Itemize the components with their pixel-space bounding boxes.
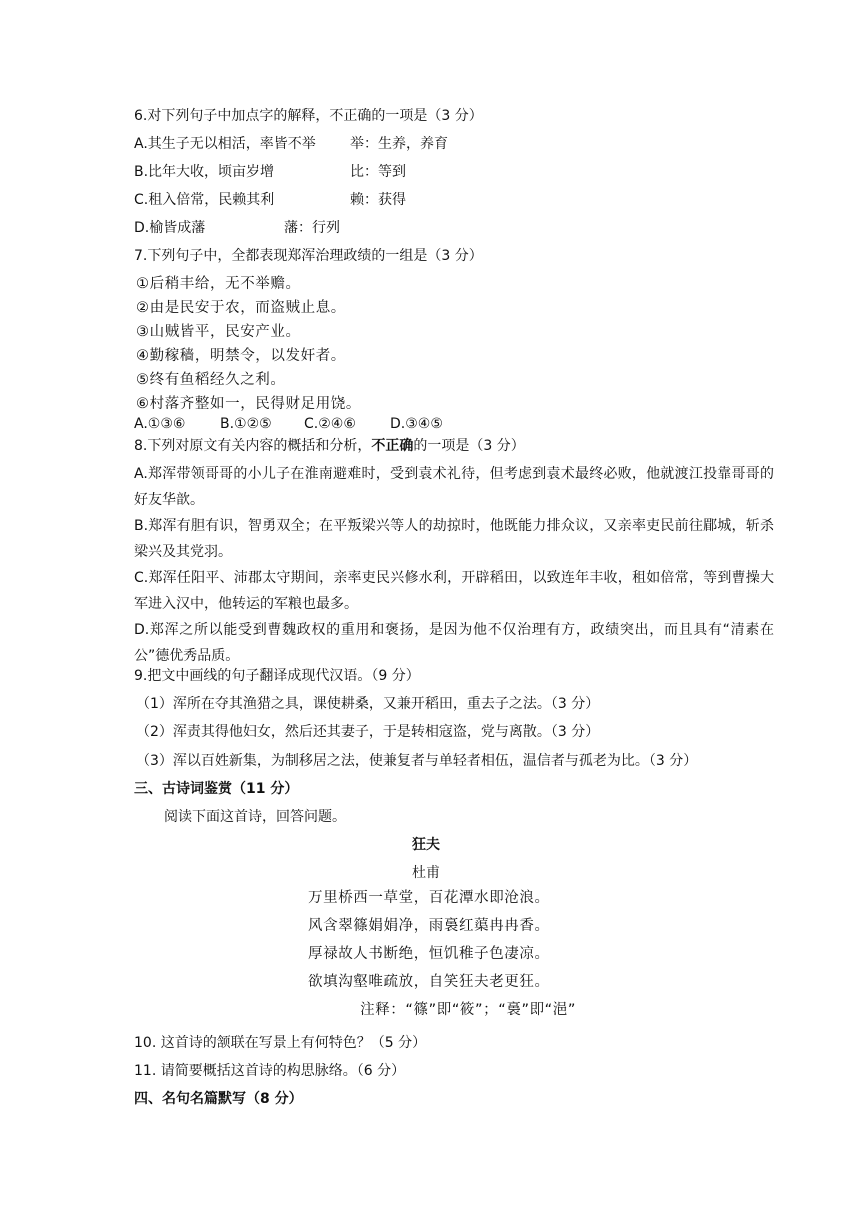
q8-stem-post: 的一项是（3 分） [413, 438, 525, 454]
q6-option-a-gloss: 举：生养，养育 [350, 136, 448, 152]
q6-option-c-gloss: 赖：获得 [350, 192, 406, 208]
q6-option-b-sentence: B.比年大收，顷亩岁增 [134, 164, 275, 180]
q7-choice-b: B.①②⑤ [220, 416, 272, 432]
q8-option-c: C.郑浑任阳平、沛郡太守期间，亲率吏民兴修水利，开辟稻田，以致连年丰收，租如倍常，等到曹操大军进入汉中，他转运的军粮也最多。 [134, 570, 774, 612]
q10-stem: 10. 这首诗的颔联在写景上有何特色？（5 分） [134, 1035, 427, 1051]
poem-line-1: 万里桥西一草堂，百花潭水即沧浪。 [308, 890, 550, 906]
q6-option-d-gloss: 藩：行列 [284, 220, 340, 236]
q6-stem: 6.对下列句子中加点字的解释，不正确的一项是（3 分） [134, 108, 483, 124]
q8-option-a: A.郑浑带领哥哥的小儿子在淮南避难时，受到袁术礼待，但考虑到袁术最终必败，他就渡江投靠哥哥的好友华歆。 [134, 466, 774, 508]
q7-stem: 7.下列句子中，全都表现郑浑治理政绩的一组是（3 分） [134, 248, 483, 264]
poem-line-2: 风含翠篠娟娟净，雨裛红蕖冉冉香。 [308, 918, 550, 934]
q9-item-1: （1）浑所在夺其渔猎之具，课使耕桑，又兼开稻田，重去子之法。（3 分） [136, 696, 600, 712]
q8-option-d: D.郑浑之所以能受到曹魏政权的重用和褒扬，是因为他不仅治理有方，政绩突出，而且具有“清素在公”德优秀品质。 [134, 622, 774, 664]
q9-item-3: （3）浑以百姓新集，为制移居之法，使兼复者与单轻者相伍，温信者与孤老为比。（3 分） [136, 753, 698, 769]
q7-choice-d: D.③④⑤ [390, 416, 443, 432]
poem-line-3: 厚禄故人书断绝，恒饥稚子色凄凉。 [308, 946, 550, 962]
q7-item-1: ①后稍丰给，无不举赡。 [136, 276, 301, 292]
q7-item-3: ③山贼皆平，民安产业。 [136, 324, 301, 340]
poem-body [308, 888, 576, 1020]
q6-option-d [134, 218, 340, 238]
q6-option-c-sentence: C.租入倍常，民赖其利 [134, 192, 275, 208]
q6-option-a [134, 134, 448, 154]
q7-item-6: ⑥村落齐整如一，民得财足用饶。 [136, 396, 361, 412]
poem-line-4: 欲填沟壑唯疏放，自笑狂夫老更狂。 [308, 974, 550, 990]
poem-note: 注释：“篠”即“筱”；“裛”即“浥” [360, 1002, 576, 1018]
q7-item-2: ②由是民安于农，而盗贼止息。 [136, 300, 346, 316]
q7-item-4: ④勤稼穑，明禁令，以发奸者。 [136, 348, 346, 364]
q8-stem-pre: 8.下列对原文有关内容的概括和分析， [134, 438, 372, 454]
poem-author: 杜甫 [412, 865, 440, 881]
q8-stem [134, 436, 525, 456]
q7-item-5: ⑤终有鱼稻经久之利。 [136, 372, 286, 388]
section3-instruction: 阅读下面这首诗，回答问题。 [164, 809, 346, 825]
q6-option-d-sentence: D.榆皆成藩 [134, 220, 206, 236]
section4-heading: 四、名句名篇默写（8 分） [134, 1091, 303, 1107]
q9-stem: 9.把文中画线的句子翻译成现代汉语。（9 分） [134, 668, 420, 684]
q11-stem: 11. 请简要概括这首诗的构思脉络。（6 分） [134, 1063, 406, 1079]
section3-heading: 三、古诗词鉴赏（11 分） [134, 781, 299, 797]
q6-option-a-sentence: A.其生子无以相活，率皆不举 [134, 136, 316, 152]
q7-choice-a: A.①③⑥ [134, 416, 186, 432]
q7-choice-c: C.②④⑥ [304, 416, 356, 432]
q9-item-2: （2）浑责其得他妇女，然后还其妻子，于是转相寇盗，党与离散。（3 分） [136, 724, 600, 740]
q6-option-c [134, 190, 406, 210]
q8-option-b: B.郑浑有胆有识，智勇双全；在平叛梁兴等人的劫掠时，他既能力排众议，又亲率吏民前往郿城，斩杀梁兴及其党羽。 [134, 518, 774, 560]
q6-option-b-gloss: 比：等到 [350, 164, 406, 180]
q7-choices [134, 414, 443, 434]
poem-title: 狂夫 [412, 837, 440, 853]
q6-option-b [134, 162, 406, 182]
q8-stem-emphasis: 不正确 [371, 438, 414, 454]
